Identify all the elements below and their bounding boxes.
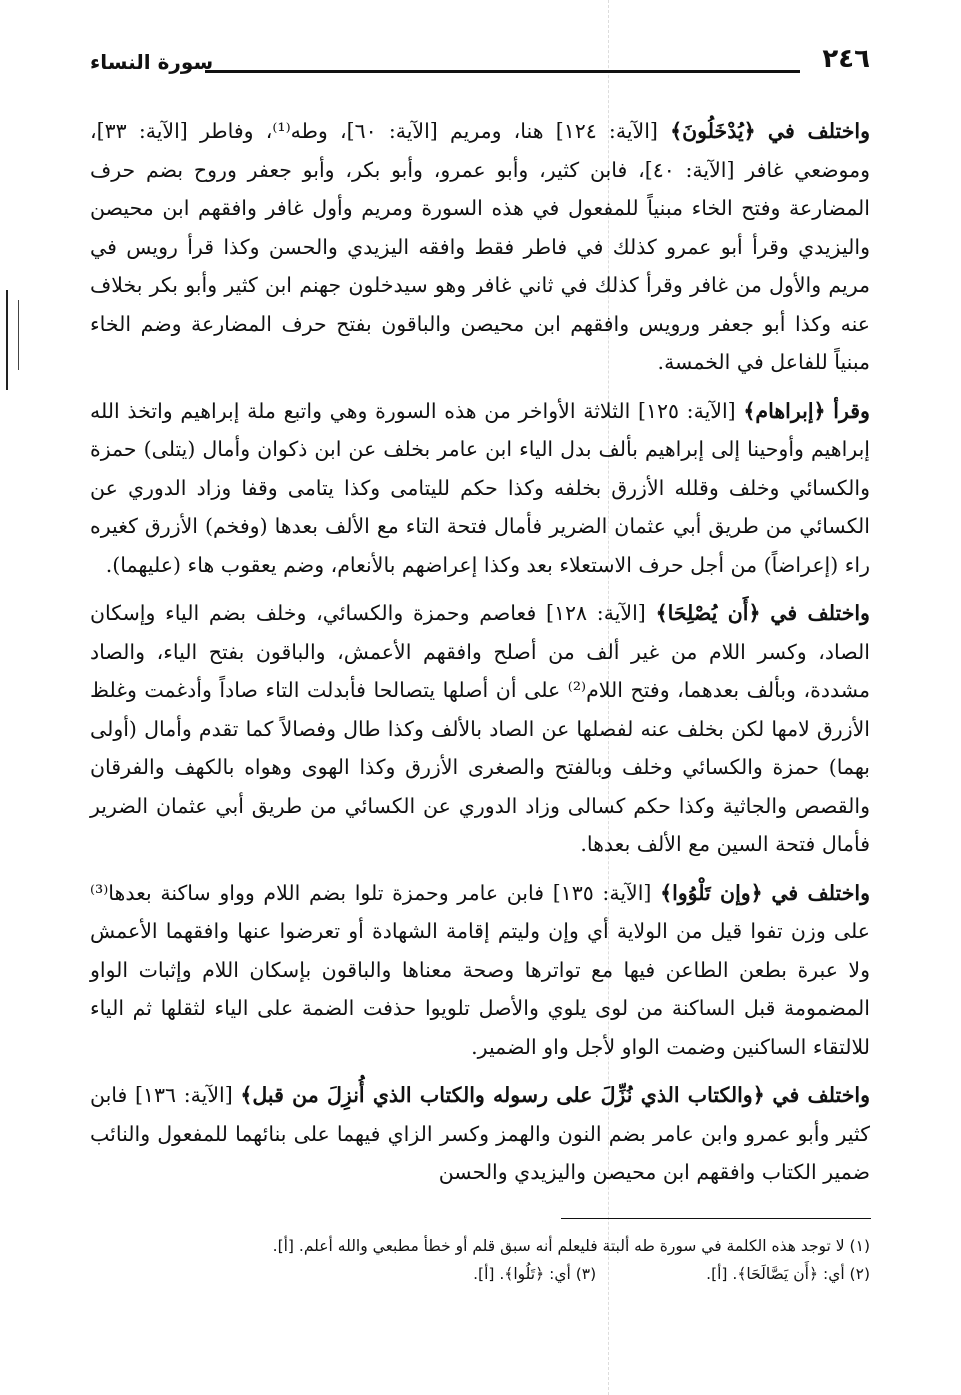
paragraph-text: [الآية: ١٣٥] فابن عامر وحمزة تلوا بضم اللام وواو ساكنة بعدها⁽³⁾ على وزن تفوا قيل من الولاية أي وإن وليتم إقامة الشهادة أو تعرضوا عنها وافقهما الأعمش ولا عبرة بطعن الطاعن فيها مع تواترها وصحة معناها والباقون بإسكان اللام وإثبات الواو المضمومة قبل الساكنة من لوى يلوي والأصل تلويوا حذفت الضمة على الياء لثقلها ثم الياء للالتقاء الساكنين وضمت الواو لأجل واو الضمير. [90, 880, 870, 1059]
paragraph [90, 594, 870, 864]
quran-word: ﴿أَن يُصْلِحَا﴾ [655, 601, 761, 625]
quran-word: ﴿والكتاب الذي نُزِّلَ على رسوله والكتاب الذي أُنزِلَ من قبل﴾ [240, 1083, 765, 1107]
footnote-2: (٢) أي: ﴿أَن يَصَّالَحَا﴾. [أ]. [706, 1265, 870, 1283]
paragraph-lead: واختلف في [767, 119, 870, 143]
paragraph-lead: واختلف في [770, 601, 870, 625]
quran-word: ﴿إبراهام﴾ [743, 398, 826, 423]
paragraph-text: [الآية: ١٢٨] فعاصم وحمزة والكسائي، وخلف بضم الياء وإسكان الصاد، وكسر اللام من غير ألف من أصلح وافقهم الأعمش، والباقون بفتح الياء، والصاد مشددة، وبألف بعدهما، وفتح اللام⁽²⁾ على أن أصلها يتصالحا فأبدلت التاء صاداً وأدغمت وغلظ الأزرق لامها لكن بخلف عنه لفصلها عن الصاد بالألف وكذا طال وفصالاً كما تقدم وأمال (أولى بهما) حمزة والكسائي وخلف وبالفتح والصغرى الأزرق وكذا الهوى وهواه بالكهف والفرقان والقصص والجاثية وكذا حكم كسالى وزاد الدوري عن الكسائي من طريق أبي عثمان الضرير فأمال فتحة السين مع الألف بعدها. [90, 601, 870, 856]
paragraph [90, 112, 870, 382]
paragraph-lead: وقرأ [833, 398, 870, 423]
scan-artifact [6, 290, 8, 390]
paragraph-text: [الآية: ١٢٤] هنا، ومريم [الآية: ٦٠]، وطه⁽¹⁾، وفاطر [الآية: ٣٣]، وموضعي غافر [الآية: ٤٠]، فابن كثير، وأبو عمرو، وأبو بكر، وأبو جعفر وروح بضم حرف المضارعة وفتح الخاء مبنياً للمفعول في هذه السورة ومريم وأول غافر وافقهم ابن محيصن واليزيدي وقرأ أبو عمرو كذلك في فاطر فقط وافقه اليزيدي والحسن وكذا قرأ رويس في مريم والأول من غافر وقرأ كذلك في ثاني غافر وهو سيدخلون جهنم ابن كثير وأبو بكر بخلاف عنه وكذا أبو جعفر ورويس وافقهم ابن محيصن والباقون بفتح حرف المضارعة وضم الخاء مبنياً للفاعل في الخمسة. [90, 119, 870, 374]
scan-artifact [18, 300, 19, 370]
paragraph-lead: واختلف في [772, 1083, 870, 1107]
main-text [90, 112, 870, 1202]
quran-word: ﴿يُدْخَلُونَ﴾ [670, 119, 756, 143]
paragraph-text: [الآية: ١٢٥] الثلاثة الأواخر من هذه السورة وهي واتبع ملة إبراهيم واتخذ الله إبراهيم وأوحينا إلى إبراهيم بألف بدل الياء ابن عامر بخلف عن ابن ذكوان وأمال (يتلى) حمزة والكسائي وخلف وقلله الأزرق بخلفه وكذا حكم لليتامى وكذا يتامى وقفا وزاد الدوري عن الكسائي من طريق أبي عثمان الضرير فأمال فتحة التاء مع الألف بعدها (وفخم) الأزرق كغيره راء (إعراضاً) من أجل حرف الاستعلاء بعد وكذا إعراضهم بالأنعام، وضم يعقوب هاء (عليهما). [90, 398, 870, 577]
footnotes [90, 1232, 870, 1288]
paragraph [90, 392, 870, 585]
header-divider [205, 70, 800, 73]
paragraph [90, 874, 870, 1067]
footnote-divider [561, 1218, 871, 1219]
page-header [90, 42, 870, 82]
paragraph-lead: واختلف في [771, 880, 870, 905]
footnote-3: (٣) أي: ﴿تَلُوا﴾. [أ]. [473, 1265, 597, 1283]
running-title: سورة النساء [90, 50, 214, 74]
footnote-1: (١) لا توجد هذه الكلمة في سورة طه ألبتة فليعلم أنه سبق قلم أو خطأ مطبعي والله أعلم. [أ]. [272, 1237, 870, 1255]
paragraph [90, 1076, 870, 1192]
paragraph-text: [الآية: ١٣٦] فابن كثير وأبو عمرو وابن عامر بضم النون والهمز وكسر الزاي فيهما على بنائهما للمفعول والنائب ضمير الكتاب وافقهم ابن محيصن واليزيدي والحسن [90, 1083, 870, 1184]
quran-word: ﴿وإن تَلْوُوا﴾ [660, 880, 763, 905]
footnote-row [90, 1260, 870, 1288]
page-number: ٢٤٦ [822, 44, 870, 74]
